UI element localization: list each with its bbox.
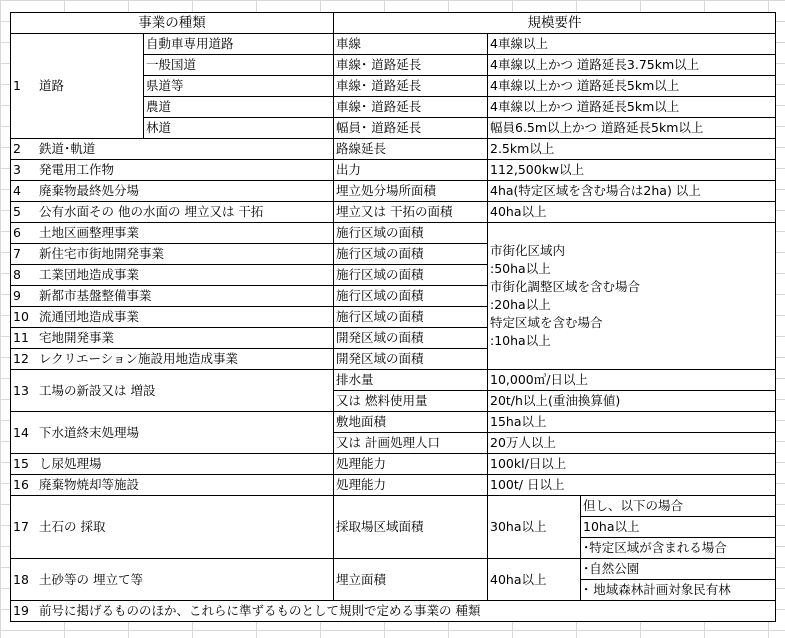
project-type: 宅地開発事業	[39, 330, 115, 345]
row-number: 19	[13, 603, 29, 618]
project-type-cell	[11, 496, 334, 559]
area-condition: 特定区域を含む場合	[490, 315, 603, 330]
road-subtype: 県道等	[144, 76, 334, 97]
project-type-cell	[11, 328, 334, 349]
project-type-cell	[11, 454, 334, 475]
scale-item: 開発区域の面積	[334, 349, 488, 370]
area-requirement	[490, 278, 773, 314]
project-type: 廃棄物焼却等施設	[39, 477, 140, 492]
table-row	[11, 223, 776, 244]
table-row	[11, 496, 776, 517]
project-type-cell	[11, 286, 334, 307]
table-row	[11, 601, 776, 622]
scale-requirement: 20t/h以上(重油換算値)	[488, 391, 776, 412]
exception-note: 但し、以下の場合	[581, 496, 776, 517]
row-number: 6	[13, 225, 21, 240]
row-number: 14	[13, 424, 29, 440]
road-label-cell	[11, 34, 144, 139]
scale-item: 施行区域の面積	[334, 244, 488, 265]
project-type: し尿処理場	[39, 456, 102, 471]
area-threshold: :10ha以上	[490, 333, 551, 348]
scale-requirement: 40ha以上	[488, 559, 581, 601]
area-threshold: :20ha以上	[490, 297, 551, 312]
project-type: 発電用工作物	[39, 162, 115, 177]
project-type: 道路	[39, 78, 65, 93]
table-row	[11, 454, 776, 475]
scale-requirement: 4車線以上かつ 道路延長3.75km以上	[488, 55, 776, 76]
scale-requirement: 40ha以上	[488, 202, 776, 223]
project-type-cell	[11, 202, 334, 223]
project-type-cell	[11, 139, 334, 160]
project-type-cell	[11, 475, 334, 496]
row-number: 16	[13, 477, 29, 492]
project-type: 公有水面その 他の水面の 埋立又は 干拓	[39, 204, 264, 219]
scale-requirement: 4ha(特定区域を含む場合は2ha) 以上	[488, 181, 776, 202]
scale-item: 埋立又は 干拓の面積	[334, 202, 488, 223]
area-condition: 市街化調整区域を含む場合	[490, 279, 641, 294]
scale-requirement: 10,000㎥/日以上	[488, 370, 776, 391]
row-number: 9	[13, 288, 21, 303]
project-type-cell	[11, 307, 334, 328]
scale-item: 路線延長	[334, 139, 488, 160]
scale-item: 処理能力	[334, 475, 488, 496]
scale-item: 埋立面積	[334, 559, 488, 601]
project-type: 鉄道･軌道	[39, 141, 96, 156]
scale-item: 施行区域の面積	[334, 286, 488, 307]
project-type: 土地区画整理事業	[39, 225, 140, 240]
scale-item: 車線･ 道路延長	[334, 76, 488, 97]
scale-item: 車線･ 道路延長	[334, 55, 488, 76]
exception-note: ･特定区域が含まれる場合	[581, 538, 776, 559]
table-row	[11, 139, 776, 160]
scale-requirement: 幅員6.5m以上かつ 道路延長5km以上	[488, 118, 776, 139]
row-number: 15	[13, 456, 29, 471]
area-condition: 市街化区域内	[490, 243, 566, 258]
project-type-cell	[11, 559, 334, 601]
table-row	[11, 181, 776, 202]
project-type: 土石の 採取	[39, 519, 106, 534]
scale-item: 敷地面積	[334, 412, 488, 433]
row-number: 7	[13, 246, 21, 261]
land-area-requirements	[488, 223, 776, 370]
road-subtype: 農道	[144, 97, 334, 118]
row-number: 13	[13, 382, 29, 398]
scale-item: 出力	[334, 160, 488, 181]
row-number: 17	[13, 519, 29, 534]
project-type: 新都市基盤整備事業	[39, 288, 152, 303]
scale-requirement: 4車線以上かつ 道路延長5km以上	[488, 76, 776, 97]
exception-note: 10ha以上	[581, 517, 776, 538]
row-number: 2	[13, 141, 21, 156]
scale-requirement: 20万人以上	[488, 433, 776, 454]
table-row	[11, 202, 776, 223]
scale-item: 埋立処分場所面積	[334, 181, 488, 202]
road-subtype: 自動車専用道路	[144, 34, 334, 55]
project-type: 工場の新設又は 増設	[39, 382, 156, 398]
scale-item: 処理能力	[334, 454, 488, 475]
row-number: 5	[13, 204, 21, 219]
scale-item: 開発区域の面積	[334, 328, 488, 349]
project-type-cell	[11, 349, 334, 370]
scale-item: 幅員･ 道路延長	[334, 118, 488, 139]
row-number: 18	[13, 571, 29, 587]
scale-requirement: 112,500kw以上	[488, 160, 776, 181]
scale-requirement: 100t/ 日以上	[488, 475, 776, 496]
project-type: レクリエーション施設用地造成事業	[39, 351, 239, 366]
table-row	[11, 412, 776, 433]
table-row	[11, 370, 776, 391]
project-type-cell	[11, 265, 334, 286]
exception-note: ･ 地域森林計画対象民有林	[581, 580, 776, 601]
project-type-cell	[11, 601, 776, 622]
row-number: 12	[13, 351, 29, 366]
project-type-cell	[11, 181, 334, 202]
project-type-cell	[11, 160, 334, 181]
project-type-cell	[11, 244, 334, 265]
project-type: 下水道終末処理場	[39, 424, 140, 440]
scale-requirement: 15ha以上	[488, 412, 776, 433]
table-row	[11, 160, 776, 181]
project-type-cell	[11, 370, 334, 412]
scale-item: 施行区域の面積	[334, 223, 488, 244]
table-row	[11, 559, 776, 580]
row-number: 4	[13, 183, 21, 198]
project-type-cell	[11, 412, 334, 454]
project-type: 廃棄物最終処分場	[39, 183, 140, 198]
scale-requirement: 4車線以上かつ 道路延長5km以上	[488, 97, 776, 118]
scale-requirement: 2.5km以上	[488, 139, 776, 160]
table-row	[11, 34, 776, 55]
road-subtype: 林道	[144, 118, 334, 139]
table-row	[11, 475, 776, 496]
exception-note: ･自然公園	[581, 559, 776, 580]
project-type-cell	[11, 223, 334, 244]
row-number: 3	[13, 162, 21, 177]
project-type: 前号に掲げるもののほか、これらに準ずるものとして規則で定める事業の 種類	[39, 603, 481, 618]
scale-item: 又は 計画処理人口	[334, 433, 488, 454]
scale-item: 施行区域の面積	[334, 307, 488, 328]
project-type: 土砂等の 埋立て等	[39, 571, 143, 587]
row-number: 10	[13, 309, 29, 324]
header-type: 事業の種類	[11, 13, 334, 34]
scale-item: 車線	[334, 34, 488, 55]
row-number: 1	[13, 78, 21, 93]
area-threshold: :50ha以上	[490, 261, 551, 276]
header-scale: 規模要件	[334, 13, 776, 34]
project-type: 工業団地造成事業	[39, 267, 140, 282]
road-subtype: 一般国道	[144, 55, 334, 76]
scale-item: 施行区域の面積	[334, 265, 488, 286]
project-type: 新住宅市街地開発事業	[39, 246, 165, 261]
requirements-table	[10, 12, 776, 622]
scale-item: 排水量	[334, 370, 488, 391]
scale-requirement: 4車線以上	[488, 34, 776, 55]
project-type: 流通団地造成事業	[39, 309, 140, 324]
scale-requirement: 30ha以上	[488, 496, 581, 559]
scale-item: 又は 燃料使用量	[334, 391, 488, 412]
scale-requirement: 100kl/日以上	[488, 454, 776, 475]
header-row	[11, 13, 776, 34]
row-number: 11	[13, 330, 29, 345]
row-number: 8	[13, 267, 21, 282]
area-requirement	[490, 242, 773, 278]
area-requirement	[490, 314, 773, 350]
scale-item: 車線･ 道路延長	[334, 97, 488, 118]
scale-item: 採取場区域面積	[334, 496, 488, 559]
